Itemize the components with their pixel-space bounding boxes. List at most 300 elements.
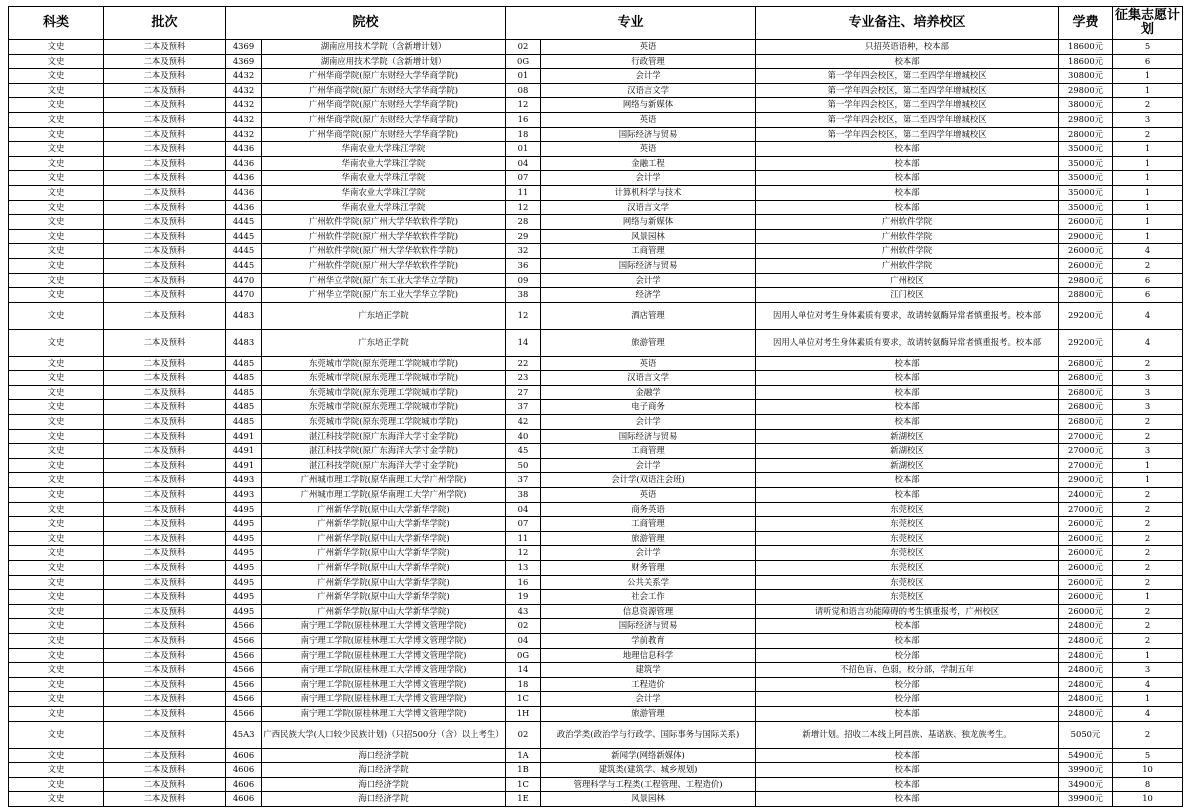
table-row [9,329,1183,356]
table-row [9,54,1183,69]
school-code-cell: 4566 [226,619,262,634]
plan-cell: 8 [1113,777,1183,792]
note-cell: 校本部 [756,706,1059,721]
school-code-cell: 4369 [226,40,262,55]
batch-cell: 二本及预科 [104,302,226,329]
school-name-cell: 广州华立学院(原广东工业大学华立学院) [262,273,506,288]
school-code-cell: 4566 [226,663,262,678]
school-name-cell: 南宁理工学院(原桂林理工大学博文管理学院) [262,633,506,648]
major-code-cell: 32 [506,244,541,259]
batch-cell: 二本及预科 [104,127,226,142]
major-name-cell: 会计学 [541,692,756,707]
note-cell: 校分部 [756,677,1059,692]
plan-cell: 4 [1113,677,1183,692]
fee-cell: 39900元 [1059,763,1113,778]
major-code-cell: 37 [506,473,541,488]
fee-cell: 5050元 [1059,721,1113,748]
school-code-cell: 4432 [226,112,262,127]
school-code-cell: 4606 [226,777,262,792]
batch-cell: 二本及预科 [104,777,226,792]
major-name-cell: 英语 [541,356,756,371]
category-cell: 文史 [9,156,104,171]
note-cell: 第一学年四会校区，第二至四学年增城校区 [756,83,1059,98]
note-cell: 校本部 [756,763,1059,778]
school-code-cell: 4470 [226,273,262,288]
note-cell: 因用人单位对考生身体素质有要求，故请转氨酶异常者慎重报考。校本部 [756,329,1059,356]
plan-cell: 1 [1113,648,1183,663]
plan-cell: 2 [1113,502,1183,517]
table-row [9,604,1183,619]
category-cell: 文史 [9,575,104,590]
school-name-cell: 广州软件学院(原广州大学华软软件学院) [262,244,506,259]
school-name-cell: 湖南应用技术学院（含新增计划） [262,54,506,69]
note-cell: 江门校区 [756,288,1059,303]
school-name-cell: 广州新华学院(原中山大学新华学院) [262,561,506,576]
table-body [9,40,1183,807]
major-name-cell: 会计学 [541,273,756,288]
major-name-cell: 公共关系学 [541,575,756,590]
school-code-cell: 4495 [226,561,262,576]
category-cell: 文史 [9,648,104,663]
table-row [9,288,1183,303]
batch-cell: 二本及预科 [104,171,226,186]
table-row [9,706,1183,721]
school-name-cell: 海口经济学院 [262,763,506,778]
major-name-cell: 国际经济与贸易 [541,258,756,273]
note-cell: 新湖校区 [756,458,1059,473]
fee-cell: 34900元 [1059,777,1113,792]
major-code-cell: 09 [506,273,541,288]
fee-cell: 29200元 [1059,329,1113,356]
school-code-cell: 4436 [226,200,262,215]
note-cell: 不招色盲、色弱，校分部，学制五年 [756,663,1059,678]
fee-cell: 26000元 [1059,244,1113,259]
note-cell: 校本部 [756,400,1059,415]
school-code-cell: 4491 [226,429,262,444]
major-code-cell: 28 [506,215,541,230]
plan-cell: 3 [1113,444,1183,459]
school-name-cell: 南宁理工学院(原桂林理工大学博文管理学院) [262,692,506,707]
school-name-cell: 华南农业大学珠江学院 [262,156,506,171]
school-name-cell: 广州华立学院(原广东工业大学华立学院) [262,288,506,303]
batch-cell: 二本及预科 [104,677,226,692]
major-name-cell: 英语 [541,40,756,55]
table-row [9,633,1183,648]
category-cell: 文史 [9,531,104,546]
school-code-cell: 4445 [226,229,262,244]
category-cell: 文史 [9,98,104,113]
school-code-cell: 4495 [226,502,262,517]
fee-cell: 18600元 [1059,40,1113,55]
major-code-cell: 13 [506,561,541,576]
fee-cell: 29000元 [1059,473,1113,488]
table-row [9,531,1183,546]
table-row [9,458,1183,473]
school-code-cell: 4485 [226,400,262,415]
table-row [9,200,1183,215]
school-code-cell: 4436 [226,142,262,157]
category-cell: 文史 [9,40,104,55]
school-code-cell: 4369 [226,54,262,69]
table-row [9,302,1183,329]
category-cell: 文史 [9,400,104,415]
table-row [9,517,1183,532]
note-cell: 校本部 [756,171,1059,186]
note-cell: 请听觉和语言功能障碍的考生慎重报考，广州校区 [756,604,1059,619]
school-code-cell: 4495 [226,604,262,619]
category-cell: 文史 [9,371,104,386]
fee-cell: 29800元 [1059,83,1113,98]
school-name-cell: 广东培正学院 [262,302,506,329]
school-code-cell: 4493 [226,473,262,488]
major-name-cell: 建筑学 [541,663,756,678]
major-code-cell: 1E [506,792,541,807]
batch-cell: 二本及预科 [104,648,226,663]
batch-cell: 二本及预科 [104,54,226,69]
batch-cell: 二本及预科 [104,444,226,459]
plan-cell: 1 [1113,473,1183,488]
batch-cell: 二本及预科 [104,619,226,634]
category-cell: 文史 [9,458,104,473]
fee-cell: 24800元 [1059,663,1113,678]
school-code-cell: 4495 [226,546,262,561]
plan-cell: 2 [1113,633,1183,648]
major-name-cell: 计算机科学与技术 [541,185,756,200]
school-code-cell: 45A3 [226,721,262,748]
fee-cell: 28800元 [1059,288,1113,303]
school-name-cell: 广州城市理工学院(原华南理工大学广州学院) [262,473,506,488]
major-name-cell: 工程造价 [541,677,756,692]
major-name-cell: 建筑类(建筑学、城乡规划) [541,763,756,778]
major-code-cell: 16 [506,575,541,590]
major-code-cell: 37 [506,400,541,415]
major-name-cell: 风景园林 [541,229,756,244]
category-cell: 文史 [9,561,104,576]
school-name-cell: 广州华商学院(原广东财经大学华商学院) [262,69,506,84]
table-row [9,185,1183,200]
major-name-cell: 行政管理 [541,54,756,69]
school-name-cell: 湛江科技学院(原广东海洋大学寸金学院) [262,444,506,459]
table-row [9,400,1183,415]
category-cell: 文史 [9,473,104,488]
note-cell: 校本部 [756,371,1059,386]
school-code-cell: 4495 [226,517,262,532]
table-row [9,356,1183,371]
plan-cell: 1 [1113,185,1183,200]
note-cell: 第一学年四会校区，第二至四学年增城校区 [756,69,1059,84]
fee-cell: 29000元 [1059,229,1113,244]
header-row [9,7,1183,40]
fee-cell: 29800元 [1059,273,1113,288]
major-name-cell: 金融学 [541,385,756,400]
table-row [9,112,1183,127]
major-code-cell: 01 [506,142,541,157]
plan-cell: 6 [1113,273,1183,288]
note-cell: 广州软件学院 [756,244,1059,259]
major-code-cell: 18 [506,677,541,692]
major-name-cell: 电子商务 [541,400,756,415]
school-name-cell: 南宁理工学院(原桂林理工大学博文管理学院) [262,677,506,692]
major-name-cell: 地理信息科学 [541,648,756,663]
category-cell: 文史 [9,69,104,84]
major-name-cell: 国际经济与贸易 [541,619,756,634]
note-cell: 广州软件学院 [756,215,1059,230]
plan-cell: 1 [1113,171,1183,186]
plan-cell: 2 [1113,356,1183,371]
plan-cell: 5 [1113,748,1183,763]
major-code-cell: 22 [506,356,541,371]
plan-cell: 2 [1113,98,1183,113]
batch-cell: 二本及预科 [104,633,226,648]
school-code-cell: 4436 [226,156,262,171]
fee-cell: 38000元 [1059,98,1113,113]
note-cell: 校本部 [756,415,1059,430]
note-cell: 校本部 [756,488,1059,503]
school-code-cell: 4493 [226,488,262,503]
batch-cell: 二本及预科 [104,590,226,605]
batch-cell: 二本及预科 [104,792,226,807]
plan-cell: 2 [1113,604,1183,619]
plan-cell: 3 [1113,400,1183,415]
plan-cell: 2 [1113,127,1183,142]
note-cell: 新增计划。招收二本线上阿昌族、基诺族、独龙族考生。 [756,721,1059,748]
major-code-cell: 04 [506,502,541,517]
plan-cell: 5 [1113,40,1183,55]
major-name-cell: 汉语言文学 [541,371,756,386]
school-code-cell: 4445 [226,244,262,259]
batch-cell: 二本及预科 [104,142,226,157]
category-cell: 文史 [9,385,104,400]
category-cell: 文史 [9,83,104,98]
category-cell: 文史 [9,171,104,186]
category-cell: 文史 [9,288,104,303]
major-name-cell: 网络与新媒体 [541,98,756,113]
school-code-cell: 4483 [226,329,262,356]
school-name-cell: 海口经济学院 [262,748,506,763]
header-note: 专业备注、培养校区 [756,7,1059,40]
school-code-cell: 4432 [226,83,262,98]
school-name-cell: 湛江科技学院(原广东海洋大学寸金学院) [262,458,506,473]
table-row [9,561,1183,576]
category-cell: 文史 [9,777,104,792]
note-cell: 校本部 [756,200,1059,215]
fee-cell: 35000元 [1059,200,1113,215]
major-code-cell: 08 [506,83,541,98]
table-row [9,546,1183,561]
fee-cell: 18600元 [1059,54,1113,69]
table-row [9,415,1183,430]
note-cell: 东莞校区 [756,546,1059,561]
plan-cell: 2 [1113,531,1183,546]
school-name-cell: 南宁理工学院(原桂林理工大学博文管理学院) [262,663,506,678]
major-name-cell: 英语 [541,112,756,127]
table-row [9,473,1183,488]
school-name-cell: 南宁理工学院(原桂林理工大学博文管理学院) [262,706,506,721]
table-row [9,444,1183,459]
school-code-cell: 4495 [226,575,262,590]
fee-cell: 26000元 [1059,561,1113,576]
fee-cell: 24800元 [1059,677,1113,692]
fee-cell: 24800元 [1059,706,1113,721]
major-code-cell: 12 [506,200,541,215]
note-cell: 东莞校区 [756,531,1059,546]
note-cell: 校本部 [756,473,1059,488]
major-name-cell: 会计学 [541,546,756,561]
batch-cell: 二本及预科 [104,604,226,619]
major-code-cell: 29 [506,229,541,244]
category-cell: 文史 [9,692,104,707]
table-row [9,792,1183,807]
school-name-cell: 广州城市理工学院(原华南理工大学广州学院) [262,488,506,503]
fee-cell: 26000元 [1059,575,1113,590]
plan-cell: 1 [1113,83,1183,98]
table-row [9,273,1183,288]
major-name-cell: 英语 [541,142,756,157]
note-cell: 只招英语语种，校本部 [756,40,1059,55]
major-name-cell: 社会工作 [541,590,756,605]
major-code-cell: 12 [506,98,541,113]
major-name-cell: 国际经济与贸易 [541,127,756,142]
major-code-cell: 1B [506,763,541,778]
batch-cell: 二本及预科 [104,531,226,546]
school-name-cell: 东莞城市学院(原东莞理工学院城市学院) [262,356,506,371]
fee-cell: 26000元 [1059,215,1113,230]
note-cell: 校本部 [756,385,1059,400]
table-row [9,142,1183,157]
table-row [9,258,1183,273]
note-cell: 东莞校区 [756,575,1059,590]
major-name-cell: 工商管理 [541,244,756,259]
fee-cell: 26800元 [1059,385,1113,400]
plan-cell: 2 [1113,619,1183,634]
category-cell: 文史 [9,604,104,619]
major-code-cell: 1C [506,777,541,792]
fee-cell: 39900元 [1059,792,1113,807]
category-cell: 文史 [9,215,104,230]
header-major: 专业 [506,7,756,40]
major-code-cell: 02 [506,619,541,634]
plan-cell: 4 [1113,329,1183,356]
major-code-cell: 1H [506,706,541,721]
school-name-cell: 湛江科技学院(原广东海洋大学寸金学院) [262,429,506,444]
note-cell: 广州软件学院 [756,229,1059,244]
note-cell: 因用人单位对考生身体素质有要求，故请转氨酶异常者慎重报考。校本部 [756,302,1059,329]
fee-cell: 24000元 [1059,488,1113,503]
major-code-cell: 38 [506,488,541,503]
fee-cell: 26000元 [1059,531,1113,546]
fee-cell: 26800元 [1059,400,1113,415]
fee-cell: 26800元 [1059,356,1113,371]
plan-cell: 2 [1113,429,1183,444]
fee-cell: 26800元 [1059,415,1113,430]
major-name-cell: 财务管理 [541,561,756,576]
fee-cell: 35000元 [1059,142,1113,157]
major-name-cell: 旅游管理 [541,329,756,356]
note-cell: 东莞校区 [756,517,1059,532]
table-row [9,156,1183,171]
table-row [9,488,1183,503]
note-cell: 第一学年四会校区，第二至四学年增城校区 [756,127,1059,142]
plan-cell: 1 [1113,692,1183,707]
school-name-cell: 海口经济学院 [262,792,506,807]
table-row [9,648,1183,663]
fee-cell: 29200元 [1059,302,1113,329]
school-code-cell: 4566 [226,648,262,663]
batch-cell: 二本及预科 [104,575,226,590]
major-code-cell: 11 [506,531,541,546]
school-code-cell: 4436 [226,171,262,186]
category-cell: 文史 [9,502,104,517]
school-name-cell: 广州华商学院(原广东财经大学华商学院) [262,127,506,142]
table-row [9,385,1183,400]
batch-cell: 二本及预科 [104,98,226,113]
table-row [9,229,1183,244]
header-plan: 征集志愿计划 [1113,7,1183,40]
school-name-cell: 广州新华学院(原中山大学新华学院) [262,575,506,590]
school-code-cell: 4470 [226,288,262,303]
school-code-cell: 4483 [226,302,262,329]
note-cell: 校本部 [756,156,1059,171]
major-code-cell: 19 [506,590,541,605]
school-code-cell: 4445 [226,258,262,273]
category-cell: 文史 [9,590,104,605]
major-name-cell: 会计学(双语注会班) [541,473,756,488]
batch-cell: 二本及预科 [104,69,226,84]
table-row [9,69,1183,84]
plan-cell: 6 [1113,288,1183,303]
major-code-cell: 43 [506,604,541,619]
fee-cell: 26000元 [1059,258,1113,273]
fee-cell: 27000元 [1059,444,1113,459]
major-code-cell: 36 [506,258,541,273]
major-name-cell: 会计学 [541,415,756,430]
batch-cell: 二本及预科 [104,244,226,259]
fee-cell: 35000元 [1059,185,1113,200]
note-cell: 校本部 [756,633,1059,648]
batch-cell: 二本及预科 [104,517,226,532]
school-name-cell: 海口经济学院 [262,777,506,792]
school-name-cell: 广州软件学院(原广州大学华软软件学院) [262,229,506,244]
school-name-cell: 华南农业大学珠江学院 [262,171,506,186]
note-cell: 东莞校区 [756,590,1059,605]
table-row [9,677,1183,692]
school-code-cell: 4566 [226,692,262,707]
school-name-cell: 南宁理工学院(原桂林理工大学博文管理学院) [262,648,506,663]
header-fee: 学费 [1059,7,1113,40]
plan-cell: 1 [1113,458,1183,473]
major-code-cell: 45 [506,444,541,459]
school-name-cell: 广西民族大学(人口较少民族计划)（只招500分（含）以上考生） [262,721,506,748]
school-code-cell: 4432 [226,127,262,142]
category-cell: 文史 [9,229,104,244]
fee-cell: 24800元 [1059,633,1113,648]
batch-cell: 二本及预科 [104,748,226,763]
plan-cell: 1 [1113,69,1183,84]
major-name-cell: 工商管理 [541,444,756,459]
plan-cell: 1 [1113,142,1183,157]
plan-cell: 4 [1113,244,1183,259]
major-code-cell: 07 [506,517,541,532]
note-cell: 第一学年四会校区，第二至四学年增城校区 [756,112,1059,127]
major-code-cell: 16 [506,112,541,127]
table-row [9,98,1183,113]
table-row [9,40,1183,55]
major-code-cell: 27 [506,385,541,400]
table-row [9,619,1183,634]
category-cell: 文史 [9,127,104,142]
plan-cell: 2 [1113,488,1183,503]
fee-cell: 26000元 [1059,604,1113,619]
